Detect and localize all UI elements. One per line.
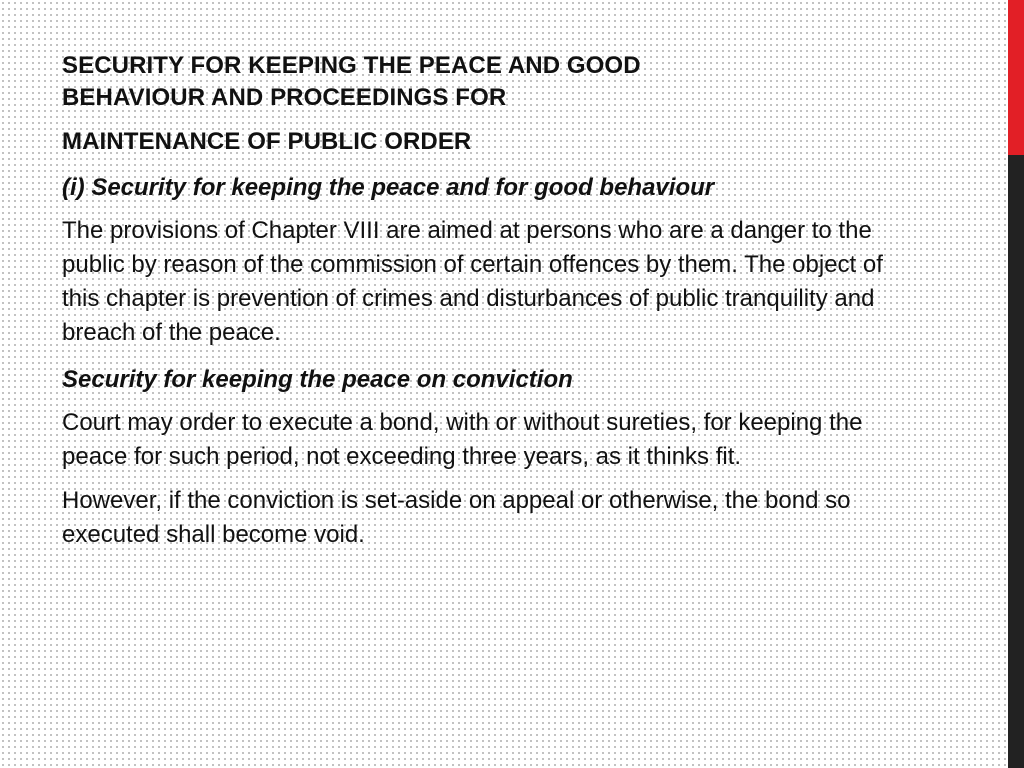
slide-title-line-1: SECURITY FOR KEEPING THE PEACE AND GOOD: [62, 52, 641, 79]
subheading-security-peace-good-behaviour: (i) Security for keeping the peace and for good behaviour: [62, 174, 715, 201]
paragraph-bond-void: However, if the conviction is set-aside on appeal or otherwise, the bond so executed shall become void.: [62, 487, 851, 548]
accent-bar-dark: [1008, 155, 1024, 768]
slide-title: [62, 50, 894, 114]
paragraph-bond-order: Court may order to execute a bond, with or without sureties, for keeping the peace for such period, not exceeding three years, as it thinks fit.: [62, 409, 863, 470]
paragraph-chapter-viii: The provisions of Chapter VIII are aimed at persons who are a danger to the public by reason of the commission of certain offences by them. The object of this chapter is prevention of crimes and disturbances of public tranquility and breach of the peace.: [62, 217, 883, 346]
slide-title-line-2: BEHAVIOUR AND PROCEEDINGS FOR: [62, 84, 507, 111]
accent-bar-red: [1008, 0, 1024, 155]
subheading-security-on-conviction: Security for keeping the peace on conviction: [62, 366, 573, 393]
slide-title-line-3: MAINTENANCE OF PUBLIC ORDER: [62, 128, 472, 155]
slide-content: [62, 50, 894, 552]
